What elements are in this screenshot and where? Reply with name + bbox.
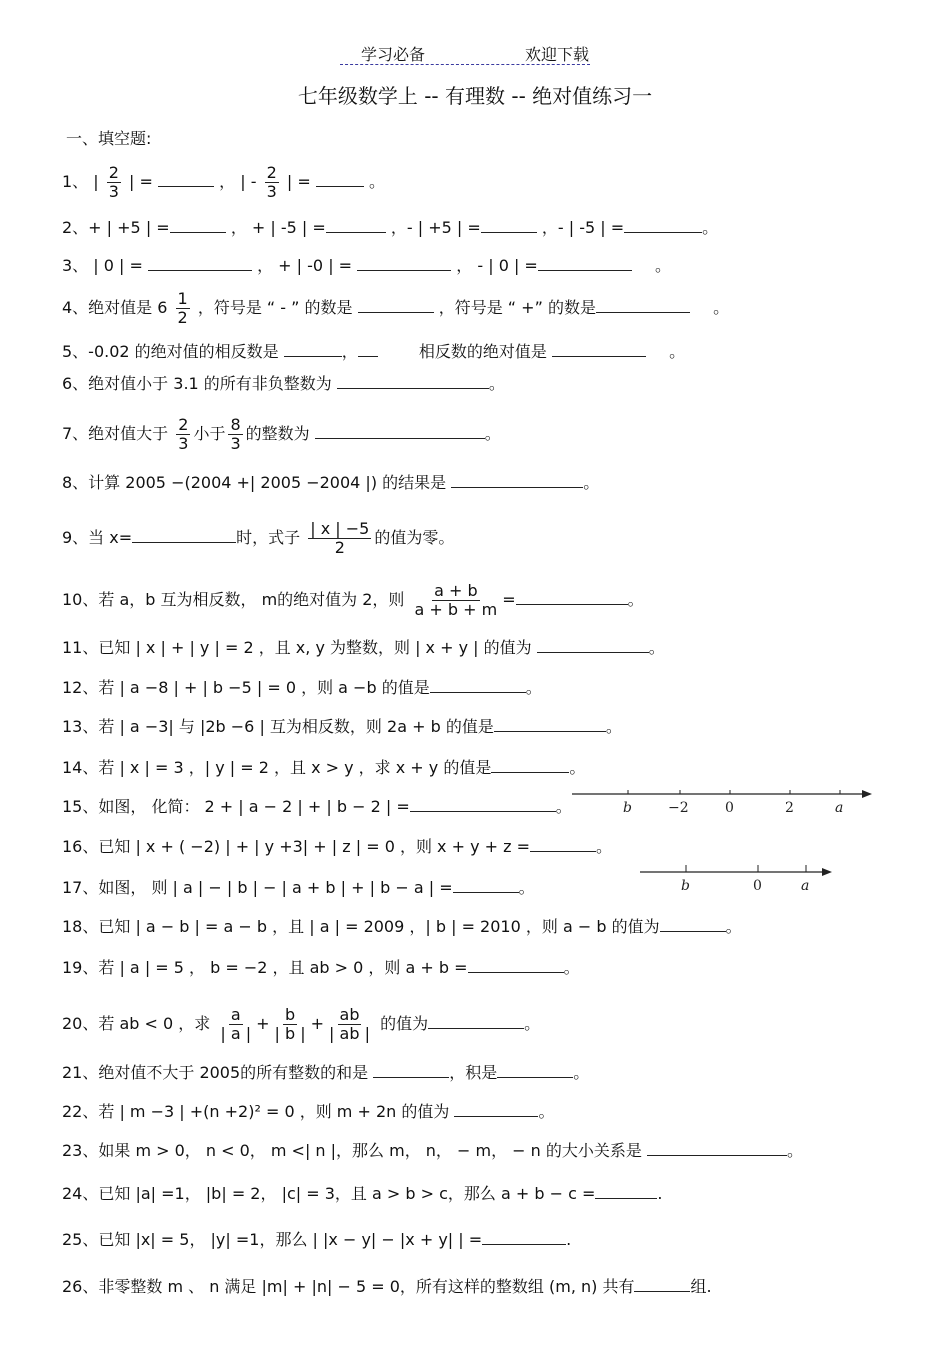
- tick-label: 0: [725, 800, 734, 816]
- answer-blank[interactable]: [358, 296, 434, 313]
- tick-label: b: [681, 878, 690, 894]
- fraction: $\frac{a}{| a |}$: [220, 1005, 252, 1043]
- answer-blank[interactable]: [494, 715, 606, 732]
- tick-label: 0: [753, 878, 762, 894]
- answer-blank[interactable]: [148, 254, 252, 271]
- answer-blank[interactable]: [552, 340, 646, 357]
- answer-blank[interactable]: [315, 422, 485, 439]
- question-20: 20、若 ab < 0 ，求 $\frac{a}{| a |}$ + $\frac{b}{| b |}$ + $\frac{ab}{| ab |}$ 的值为 。: [62, 1005, 541, 1043]
- question-2: 2、+ | +5 | = ， + | -5 | = ，- | +5 | = ，- | -5 | = 。: [62, 218, 719, 237]
- answer-blank[interactable]: [428, 1012, 524, 1029]
- answer-blank[interactable]: [284, 340, 342, 357]
- answer-blank[interactable]: [326, 216, 386, 233]
- answer-blank[interactable]: [538, 254, 632, 271]
- header-right: 欢迎下载: [525, 45, 590, 64]
- fraction: $\frac{b}{| b |}$: [274, 1005, 306, 1043]
- fraction: $\frac{8}{3}$: [230, 415, 241, 453]
- answer-blank[interactable]: [373, 1061, 449, 1078]
- answer-blank[interactable]: [497, 1061, 573, 1078]
- question-6: 6、绝对值小于 3.1 的所有非负整数为 。: [62, 374, 505, 393]
- answer-blank[interactable]: [530, 835, 596, 852]
- question-8: 8、计算 2005 −(2004 +| 2005 −2004 |) 的结果是 。: [62, 473, 600, 492]
- page-header: [0, 42, 950, 65]
- question-18: 18、已知 | a − b | = a − b ，且 | a | = 2009 ，| b | = 2010 ，则 a − b 的值为 。: [62, 917, 742, 936]
- question-16: 16、已知 | x + ( −2) | + | y +3| + | z | = 0 ，则 x + y + z = 。: [62, 837, 613, 856]
- question-13: 13、若 | a −3| 与 |2b −6 | 互为相反数，则 2a + b 的值是 。: [62, 717, 622, 736]
- header-left: 学习必备: [360, 45, 425, 64]
- answer-blank[interactable]: [595, 1182, 657, 1199]
- tick-label: 2: [785, 800, 794, 816]
- answer-blank[interactable]: [337, 372, 489, 389]
- answer-blank[interactable]: [624, 216, 702, 233]
- answer-blank[interactable]: [358, 340, 378, 357]
- question-5: 5、-0.02 的绝对值的相反数是 ， 相反数的绝对值是 。: [62, 342, 686, 361]
- number-line-17: [640, 862, 832, 896]
- tick-label: −2: [668, 800, 689, 816]
- question-19: 19、若 | a | = 5 ， b = −2 ，且 ab > 0 ，则 a + b = 。: [62, 958, 580, 977]
- answer-blank[interactable]: [491, 756, 569, 773]
- answer-blank[interactable]: [454, 1100, 538, 1117]
- answer-blank[interactable]: [516, 588, 628, 605]
- answer-blank[interactable]: [132, 526, 236, 543]
- answer-blank[interactable]: [453, 876, 519, 893]
- question-26: 26、非零整数 m 、 n 满足 |m| + |n| − 5 = 0，所有这样的整数组 (m, n) 共有 组.: [62, 1277, 712, 1296]
- page-title: 七年级数学上 -- 有理数 -- 绝对值练习一: [297, 84, 653, 108]
- question-4: 4、绝对值是 6 $\frac{1}{2}$ ，符号是 “ - ” 的数是 ，符号是 “ +” 的数是 。: [62, 289, 730, 327]
- section-heading: 一、填空题:: [66, 129, 152, 148]
- answer-blank[interactable]: [158, 170, 214, 187]
- answer-blank[interactable]: [596, 296, 690, 313]
- question-10: 10、若 a，b 互为相反数， m的绝对值为 2，则 $\frac{a + b}{a + b + m}$ = 。: [62, 581, 644, 619]
- answer-blank[interactable]: [482, 1228, 566, 1245]
- answer-blank[interactable]: [634, 1275, 690, 1292]
- question-23: 23、如果 m > 0， n < 0， m <| n |，那么 m， n， − m， − n 的大小关系是 。: [62, 1141, 804, 1160]
- question-24: 24、已知 |a| =1， |b| = 2， |c| = 3，且 a > b > c，那么 a + b − c = .: [62, 1184, 663, 1203]
- answer-blank[interactable]: [481, 216, 537, 233]
- fraction: $\frac{| x | -5}{2}$: [310, 519, 370, 557]
- question-15: 15、如图， 化简： 2 + | a − 2 | + | b − 2 | = 。: [62, 797, 572, 816]
- question-25: 25、已知 |x| = 5， |y| =1，那么 | |x − y| − |x + y| | = .: [62, 1230, 572, 1249]
- question-17: 17、如图， 则 | a | − | b | − | a + b | + | b − a | = 。: [62, 878, 535, 897]
- question-3: 3、 | 0 | = ， + | -0 | = ， - | 0 | = 。: [62, 256, 671, 275]
- tick-label: a: [801, 878, 810, 894]
- answer-blank[interactable]: [451, 471, 583, 488]
- question-22: 22、若 | m −3 | +(n +2)² = 0 ，则 m + 2n 的值为 。: [62, 1102, 555, 1121]
- answer-blank[interactable]: [468, 956, 564, 973]
- question-14: 14、若 | x | = 3 ，| y | = 2 ，且 x > y ，求 x + y 的值是 。: [62, 758, 586, 777]
- question-12: 12、若 | a −8 | + | b −5 | = 0 ，则 a −b 的值是 。: [62, 678, 542, 697]
- question-1: 1、 | $\frac{2}{3}$ | = ， | - $\frac{2}{3}$ | = 。: [62, 163, 385, 201]
- fraction: $\frac{2}{3}$: [108, 163, 119, 201]
- fraction: $\frac{2}{3}$: [266, 163, 277, 201]
- question-7: 7、绝对值大于 $\frac{2}{3}$ 小于 $\frac{8}{3}$ 的整数为 。: [62, 415, 501, 453]
- tick-label: a: [835, 800, 844, 816]
- tick-label: b: [623, 800, 632, 816]
- fraction: $\frac{a + b}{a + b + m}$: [414, 581, 498, 619]
- question-11: 11、已知 | x | + | y | = 2 ，且 x, y 为整数，则 | x + y | 的值为 。: [62, 638, 665, 657]
- answer-blank[interactable]: [537, 636, 649, 653]
- answer-blank[interactable]: [660, 915, 726, 932]
- fraction: $\frac{ab}{| ab |}$: [329, 1005, 370, 1043]
- fraction: $\frac{1}{2}$: [177, 289, 188, 327]
- answer-blank[interactable]: [410, 795, 556, 812]
- answer-blank[interactable]: [647, 1139, 787, 1156]
- answer-blank[interactable]: [430, 676, 526, 693]
- answer-blank[interactable]: [170, 216, 226, 233]
- answer-blank[interactable]: [316, 170, 364, 187]
- fraction: $\frac{2}{3}$: [178, 415, 189, 453]
- question-9: 9、当 x= 时，式子 $\frac{| x | -5}{2}$ 的值为零。: [62, 519, 455, 557]
- number-line-15: [572, 784, 872, 818]
- answer-blank[interactable]: [357, 254, 451, 271]
- question-21: 21、绝对值不大于 2005的所有整数的和是 ，积是 。: [62, 1063, 590, 1082]
- header-divider: [340, 64, 590, 65]
